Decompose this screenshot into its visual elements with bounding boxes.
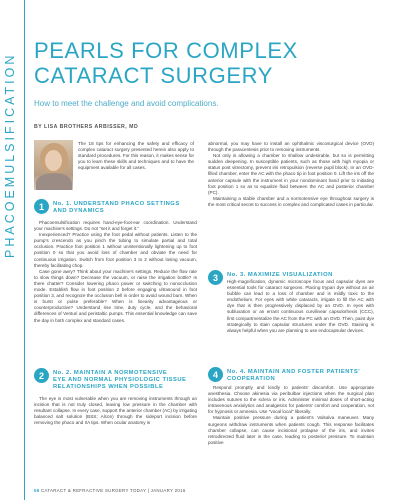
author-photo xyxy=(34,140,73,190)
section-4-heading-line2: COOPERATION xyxy=(227,376,276,382)
column-2-body xyxy=(208,141,374,208)
column-2-paragraph: Not only is allowing a chamber to shallow undesirable, but so is permitting sudden deepening. In susceptible patients, such as those with high myopia or status post vitrectomy, prevent iris retropulsion (reverse pupil block). In an OVD-filled chamber, enter the AC with the phaco tip in foot position 0. Lift the iris off the anterior capsule with the instrument in your nondominant hand prior to initiating foot position 1 so as to equalize fluid between the AC and posterior chamber (PC). xyxy=(208,153,374,195)
section-2-number: 2 xyxy=(34,368,49,383)
publication-name: CATARACT & REFRACTIVE SURGERY TODAY xyxy=(41,488,147,493)
section-1-paragraph: Case gone awry? Think about your machine's settings. Reduce the flow rate to slow things down? Decrease the vacuum, or raise the irrigation bottle? Is there chatter? Consider lowering phaco power or switching to nonocclusion mode. Establish flow in foot position 2 before engaging ultrasound in foot position 3, and recognize the occlusion bell in order to avoid wound burn. When is burst or pulse preferable? When is linearity advantageous or counterproductive? Understand rise time, duty cycle, and the behavioral differences of Venturi and peristaltic pumps. This essential knowledge can save the day in both complex and standard cases. xyxy=(34,268,197,323)
author-byline: BY LISA BROTHERS ARBISSER, MD xyxy=(34,124,139,130)
section-2-heading-line2: EYE AND NORMAL PHYSIOLOGIC TISSUE xyxy=(53,377,187,383)
section-3-heading-line1: No. 3. MAXIMIZE VISUALIZATION xyxy=(227,272,333,278)
section-side-label: PHACOEMULSIFICATION xyxy=(3,52,17,258)
side-rule xyxy=(24,0,25,500)
intro-paragraph: The 18 tips for enhancing the safety and efficacy of complex cataract surgery presented herein also apply to standard procedures. For this reason, it makes sense for you to learn these skills and techniques and to have the equipment available for all cases. xyxy=(78,141,194,171)
section-4-heading xyxy=(208,367,378,385)
section-3-body xyxy=(208,279,374,334)
section-2-paragraph: The eye is most vulnerable when you are removing instruments through an incision that is not truly closed, leaving low pressure in the chamber with resultant collapse. In every case, support the anterior chamber (AC) by irrigating balanced salt solution (BSS; Alcon) through the sideport incision before removing the phaco and I/A tips. When ocular anatomy is xyxy=(34,396,197,426)
section-2-heading-line3: RELATIONSHIPS WHEN POSSIBLE xyxy=(53,384,164,390)
section-4-number: 4 xyxy=(208,367,223,382)
section-2-body xyxy=(34,396,197,426)
section-1-heading-line1: No. 1. UNDERSTAND PHACO SETTINGS xyxy=(53,201,180,207)
article-title: PEARLS FOR COMPLEX CATARACT SURGERY xyxy=(34,38,298,88)
section-4-paragraph: Respond promptly and kindly to patients' discomfort. Use appropriate anesthesia. Choose akinesia via peribulbar injections when the surgical plan includes sutures to the sclera or iris. Administer minimal doses of short-acting intravenous anxiolytics and analgesics for patients' comfort and cooperation, not for hypnosis or amnesia. Use "vocal local" liberally. xyxy=(208,385,374,415)
page-footer: 56 CATARACT & REFRACTIVE SURGERY TODAY | JANUARY 2016 xyxy=(34,488,186,493)
section-2-heading-line1: No. 2. MAINTAIN A NORMOTENSIVE xyxy=(53,370,168,376)
section-4-body xyxy=(208,385,374,446)
section-1-number: 1 xyxy=(34,199,49,214)
section-1-heading-line2: AND DYNAMICS xyxy=(53,208,105,214)
section-3-paragraph: High-magnification, dynamic microscope focus and capsular dyes are essential tools for cataract surgeons. Placing trypan dye without an air bubble can lead to a loss of chamber and is mildly toxic to the endothelium. For eyes with white cataracts, irrigate to fill the AC with dye that is then progressively displaced by an OVD. In eyes with subluxation or an errant continuous curvilinear capsulorhexis (CCC), first compartmentalize the AC from the PC with an OVD. Then, paint dye strategically to stain capsular structures under the OVD. Staining is always helpful when you are planning to use endocapsular devices. xyxy=(227,279,374,333)
section-2-heading xyxy=(34,368,204,394)
section-1-heading xyxy=(34,199,204,217)
issue-date: JANUARY 2016 xyxy=(150,488,186,493)
section-1-paragraph: Inexperienced? Practice using the foot pedal without patients. Listen to the pump's crescendo as you pinch the tubing to simulate partial and total occlusion. Practice foot position 1 without unintentionally lightening up to foot position 0 so that you avoid loss of chamber and obviate the need for continuous irrigation. Switch from foot position 3 to 2 without losing vacuum, thereby facilitating chop. xyxy=(34,232,197,268)
section-4-paragraph: Maintain positive pressure during a patient's Valsalva maneuver. Many surgeons withdraw instruments when patients cough. This response facilitates chamber collapse, can cause incisional prolapse of the iris, and invites retrodirected fluid later in the case, leading to posterior pressure. To maintain positive xyxy=(208,415,374,445)
section-1-body xyxy=(34,220,197,324)
section-1-paragraph: Phacoemulsification requires hand-eye-foot-ear coordination. Understand your machine's settings. Do not "set it and forget it." xyxy=(34,220,197,232)
page-number: 56 xyxy=(34,488,40,493)
section-3-number: 3 xyxy=(208,270,223,285)
article-subtitle: How to meet the challenge and avoid complications. xyxy=(34,99,219,108)
column-2-paragraph: Maintaining a stable chamber and a normotensive eye throughout surgery is the most critical secret to success in complex and complicated cases in particular. xyxy=(208,195,374,207)
section-4-heading-line1: No. 4. MAINTAIN AND FOSTER PATIENTS' xyxy=(227,369,361,375)
column-2-paragraph: abnormal, you may have to install an ophthalmic viscosurgical device (OVD) through the paracentesis prior to removing instruments. xyxy=(208,141,374,153)
